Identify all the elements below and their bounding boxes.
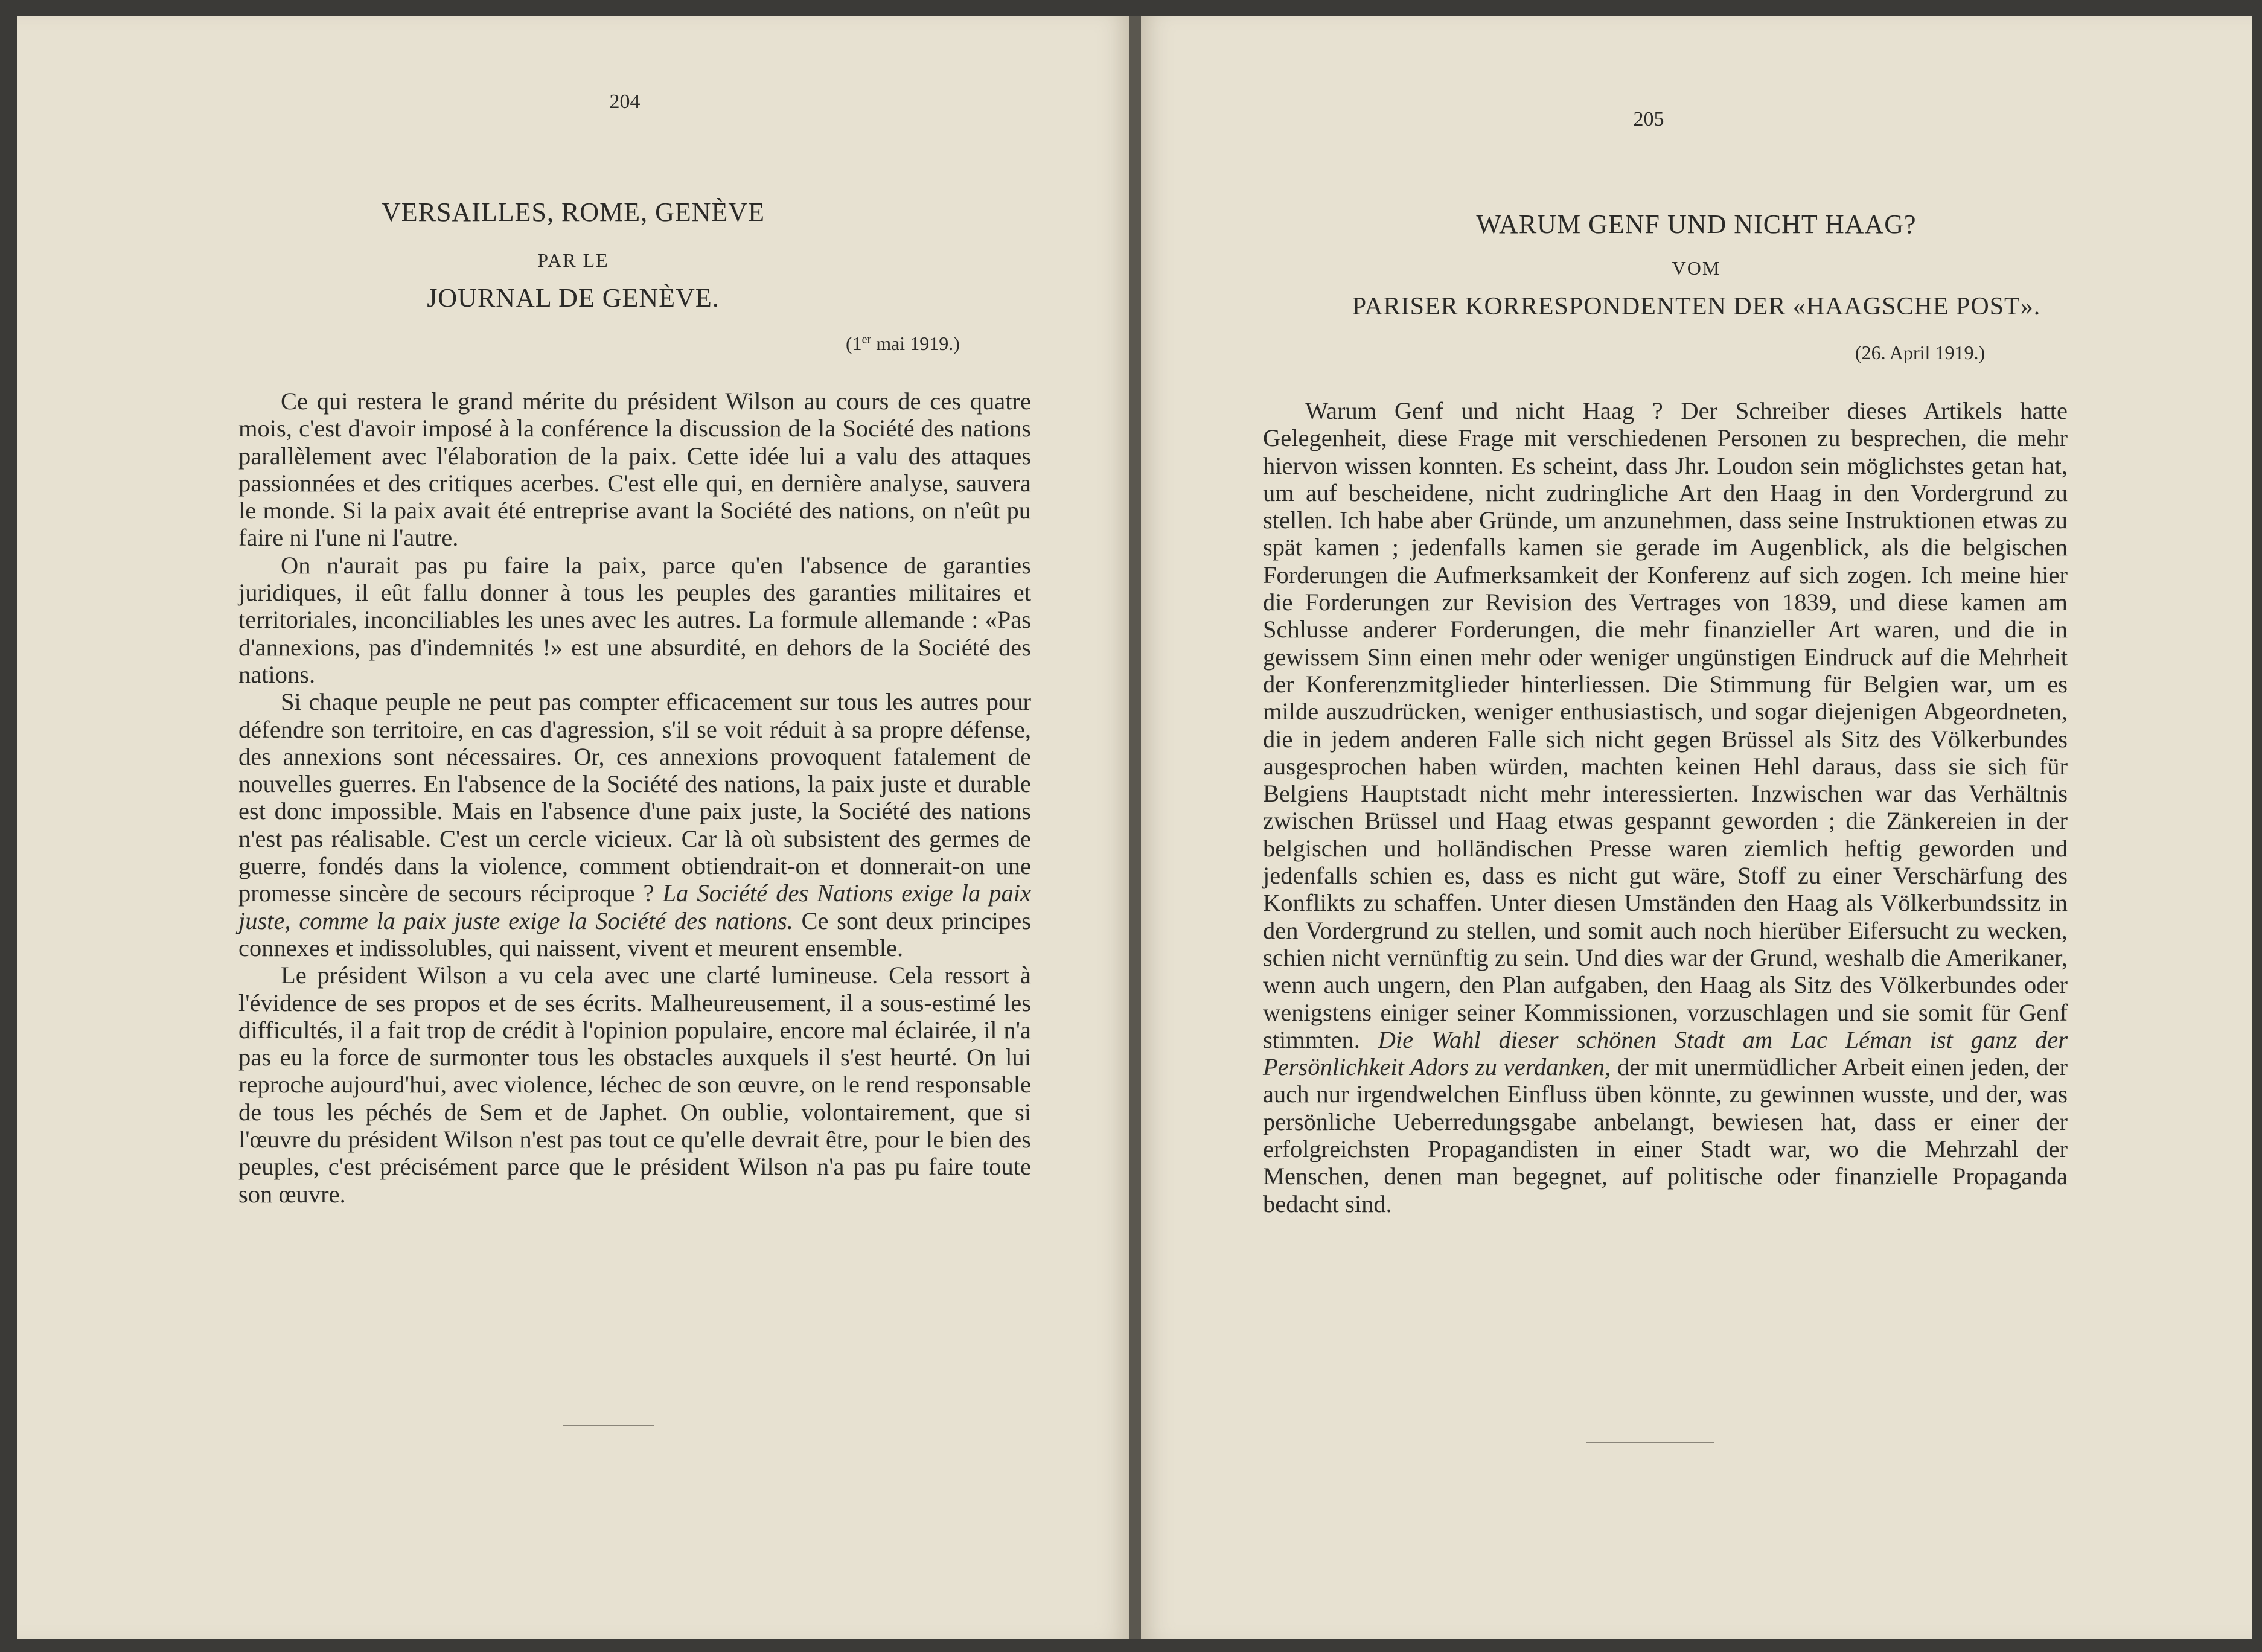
- article-byline: VOM: [1672, 257, 1721, 279]
- left-page: [17, 16, 1129, 1639]
- article-title: WARUM GENF UND NICHT HAAG?: [1476, 209, 1917, 239]
- article-date: (1er mai 1919.): [846, 333, 960, 354]
- article-title: VERSAILLES, ROME, GENÈVE: [381, 197, 765, 227]
- right-page: [1141, 16, 2252, 1639]
- end-rule: [1586, 1442, 1714, 1443]
- article-byline: PAR LE: [537, 249, 609, 271]
- italic-quote: La Société des Nations exige la paix juste, comme la paix juste exige la Société des nations.: [238, 879, 1031, 934]
- page-number: 205: [1633, 108, 1664, 130]
- paragraph: On n'aurait pas pu faire la paix, parce qu'en l'absence de garanties juridiques, il eût fallu donner à tous les peuples des garanties militaires et territoriales, inconciliables les unes avec les autres. La formule allemande : «Pas d'annexions, pas d'indemnités !» est une absurdité, en dehors de la Société des nations.: [238, 551, 1031, 688]
- paragraph: Le président Wilson a vu cela avec une clarté lumineuse. Cela ressort à l'évidence de ses propos et de ses écrits. Malheureusement, il a sous-estimé les difficultés, il a fait trop de crédit à l'opinion populaire, encore mal éclairée, il n'a pas eu la force de surmonter tous les obstacles auxquels il s'est heurté. On lui reproche aujourd'hui, avec violence, léchec de son œuvre, on le rend responsable de tous les péchés de Sem et de Japhet. On oublie, volontairement, que si l'œuvre du président Wilson n'est pas tout ce qu'elle devrait être, pour le bien des peuples, c'est précisément parce que le président Wilson n'a pas pu faire toute son œuvre.: [238, 962, 1031, 1208]
- page-number: 204: [609, 91, 641, 113]
- article-body: [1263, 397, 2068, 1217]
- paragraph: Warum Genf und nicht Haag ? Der Schreiber dieses Artikels hatte Gelegenheit, diese Frage mit verschiedenen Personen zu besprechen, die mehr hiervon wissen konnten. Es scheint, dass Jhr. Loudon sein möglichstes getan hat, um auf bescheidene, nicht zudringliche Art den Haag in den Vordergrund zu stellen. Ich habe aber Gründe, um anzunehmen, dass seine Instruktionen etwas zu spät kamen ; jedenfalls kamen sie gerade im Augenblick, als die belgischen Forderungen die Aufmerksamkeit der Konferenz auf sich zogen. Ich meine hier die Forderungen zur Revision des Vertrages von 1839, und diese kamen am Schlusse anderer Forderungen, die mehr finanzieller Art waren, und die in gewissem Sinn einen mehr oder weniger ungünstigen Eindruck auf die Mehrheit der Konferenzmitglieder hinterliessen. Die Stimmung für Belgien war, um es milde auszudrücken, weniger enthusiastisch, und sogar diejenigen Abgeordneten, die in jedem anderen Falle sich nicht gegen Brüssel als Sitz des Völkerbundes ausgesprochen haben würden, machten keinen Hehl daraus, dass sie sich für Belgiens Hauptstadt nicht mehr interessierten. Inzwischen war das Verhältnis zwischen Brüssel und Haag etwas gespannt geworden ; die Zänkereien in der belgischen und holländischen Presse waren ziemlich heftig geworden und jedenfalls schien es, dass es nicht gut wäre, Stoff zu einer Verschärfung des Konflikts zu schaffen. Unter diesen Umständen den Haag als Völkerbundssitz in den Vordergrund zu stellen, und somit auch noch hierüber Eifersucht zu wecken, schien nicht vernünftig zu sein. Und dies war der Grund, weshalb die Amerikaner, wenn auch ungern, den Plan aufgaben, den Haag als Sitz des Völkerbundes oder wenigstens einiger seiner Kommissionen, vorzuschlagen und sie somit für Genf stimmten. Die Wahl dieser schönen Stadt am Lac Léman ist ganz der Persönlichkeit Adors zu verdanken, der mit unermüdlicher Arbeit einen jeden, der auch nur irgendwelchen Einfluss üben könnte, zu gewinnen wusste, und der, was persönliche Ueberredungsgabe anbelangt, bewiesen hat, dass er einer der erfolgreichsten Propagandisten in einer Stadt war, wo die Mehrzahl der Menschen, denen man begegnet, auf politische oder finanzielle Propaganda bedacht sind.: [1263, 397, 2068, 1217]
- article-date: (26. April 1919.): [1855, 342, 1986, 363]
- article-body: [238, 387, 1031, 1208]
- paragraph: Ce qui restera le grand mérite du président Wilson au cours de ces quatre mois, c'est d'avoir imposé à la conférence la discussion de la Société des nations parallèlement avec l'élaboration de la paix. Cette idée lui a valu des attaques passionnées et des critiques acerbes. C'est elle qui, en dernière analyse, sauvera le monde. Si la paix avait été entreprise avant la Société des nations, on n'eût pu faire ni l'une ni l'autre.: [238, 387, 1031, 552]
- italic-quote: Die Wahl dieser schönen Stadt am Lac Léman ist ganz der Persönlichkeit Adors zu verdanken,: [1263, 1025, 2068, 1081]
- article-source: PARISER KORRESPONDENTEN DER «HAAGSCHE POST».: [1352, 293, 2041, 321]
- article-source: JOURNAL DE GENÈVE.: [427, 283, 720, 313]
- end-rule: [563, 1425, 654, 1426]
- paragraph: Si chaque peuple ne peut pas compter efficacement sur tous les autres pour défendre son territoire, en cas d'agression, s'il se voit réduit à sa propre défense, des annexions sont nécessaires. Or, ces annexions provoquent fatalement de nouvelles guerres. En l'absence de la Société des nations, la paix juste et durable est donc impossible. Mais en l'absence d'une paix juste, la Société des nations n'est pas réalisable. C'est un cercle vicieux. Car là où subsistent des germes de guerre, fondés dans la violence, comment obtiendrait-on et donnerait-on une promesse sincère de secours réciproque ? La Société des Nations exige la paix juste, comme la paix juste exige la Société des nations. Ce sont deux principes connexes et indissolubles, qui naissent, vivent et meurent ensemble.: [238, 688, 1031, 962]
- book-gutter: [1129, 16, 1141, 1639]
